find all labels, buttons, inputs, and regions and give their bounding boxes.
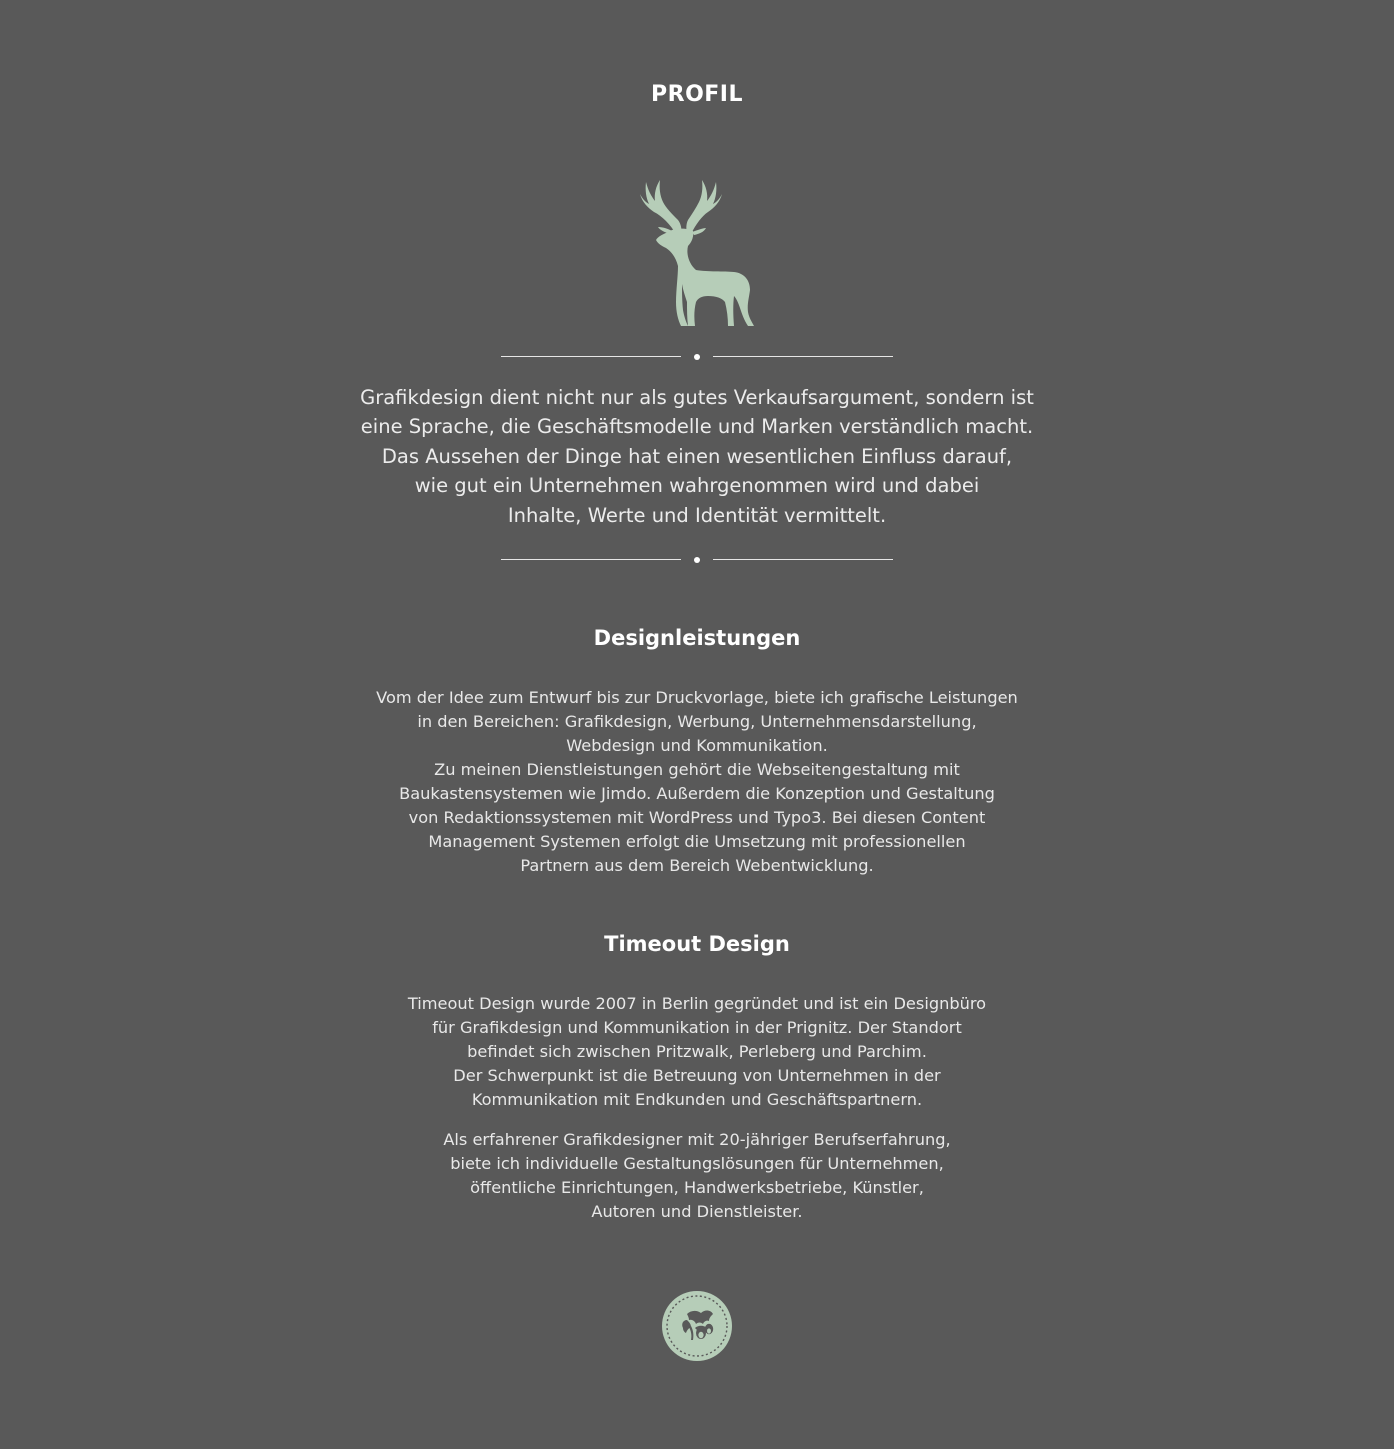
intro-line: wie gut ein Unternehmen wahrgenommen wird und dabei [414,474,980,498]
timeout-design-text [340,992,1054,1224]
divider-line [713,356,893,357]
intro-line: eine Sprache, die Geschäftsmodelle und Marken verständlich macht. [360,415,1034,439]
divider-dot [694,354,700,360]
text-line: Baukastensystemen wie Jimdo. Außerdem die Konzeption und Gestaltung [399,784,995,803]
intro-line: Inhalte, Werte und Identität vermittelt. [507,503,887,527]
designleistungen-text [340,686,1054,878]
text-line: öffentliche Einrichtungen, Handwerksbetriebe, Künstler, [470,1178,924,1197]
text-line: für Grafikdesign und Kommunikation in der Prignitz. Der Standort [432,1018,962,1037]
text-line: Management Systemen erfolgt die Umsetzung mit professionellen [428,832,966,851]
text-line: Partnern aus dem Bereich Webentwicklung. [520,856,874,875]
text-line: in den Bereichen: Grafikdesign, Werbung, Unternehmensdarstellung, [417,712,977,731]
deer-icon [636,172,760,326]
divider-top [501,352,893,362]
divider-dot [694,557,700,563]
text-line: Timeout Design wurde 2007 in Berlin gegründet und ist ein Designbüro [407,994,987,1013]
text-line: Zu meinen Dienstleistungen gehört die Webseitengestaltung mit [434,760,960,779]
page-title: PROFIL [651,82,743,107]
text-line: Kommunikation mit Endkunden und Geschäftspartnern. [471,1090,923,1109]
text-line: biete ich individuelle Gestaltungslösungen für Unternehmen, [450,1154,944,1173]
oak-leaf-badge-icon[interactable] [661,1290,733,1362]
text-line: Webdesign und Kommunikation. [566,736,828,755]
text-line: Als erfahrener Grafikdesigner mit 20-jähriger Berufserfahrung, [443,1130,951,1149]
text-line: Der Schwerpunkt ist die Betreuung von Unternehmen in der [453,1066,941,1085]
intro-line: Das Aussehen der Dinge hat einen wesentlichen Einfluss darauf, [381,444,1013,468]
intro-line: Grafikdesign dient nicht nur als gutes Verkaufsargument, sondern ist [360,386,1034,409]
text-line: von Redaktionssystemen mit WordPress und Typo3. Bei diesen Content [408,808,986,827]
text-line: Autoren und Dienstleister. [591,1202,803,1221]
designleistungen-heading: Designleistungen [593,626,801,650]
timeout-design-heading: Timeout Design [604,932,790,956]
text-line: befindet sich zwischen Pritzwalk, Perleberg und Parchim. [467,1042,927,1061]
divider-line [501,559,681,560]
divider-bottom [501,555,893,565]
divider-line [713,559,893,560]
text-line: Vom der Idee zum Entwurf bis zur Druckvorlage, biete ich grafische Leistungen [376,688,1018,707]
intro-text [320,383,1074,530]
divider-line [501,356,681,357]
